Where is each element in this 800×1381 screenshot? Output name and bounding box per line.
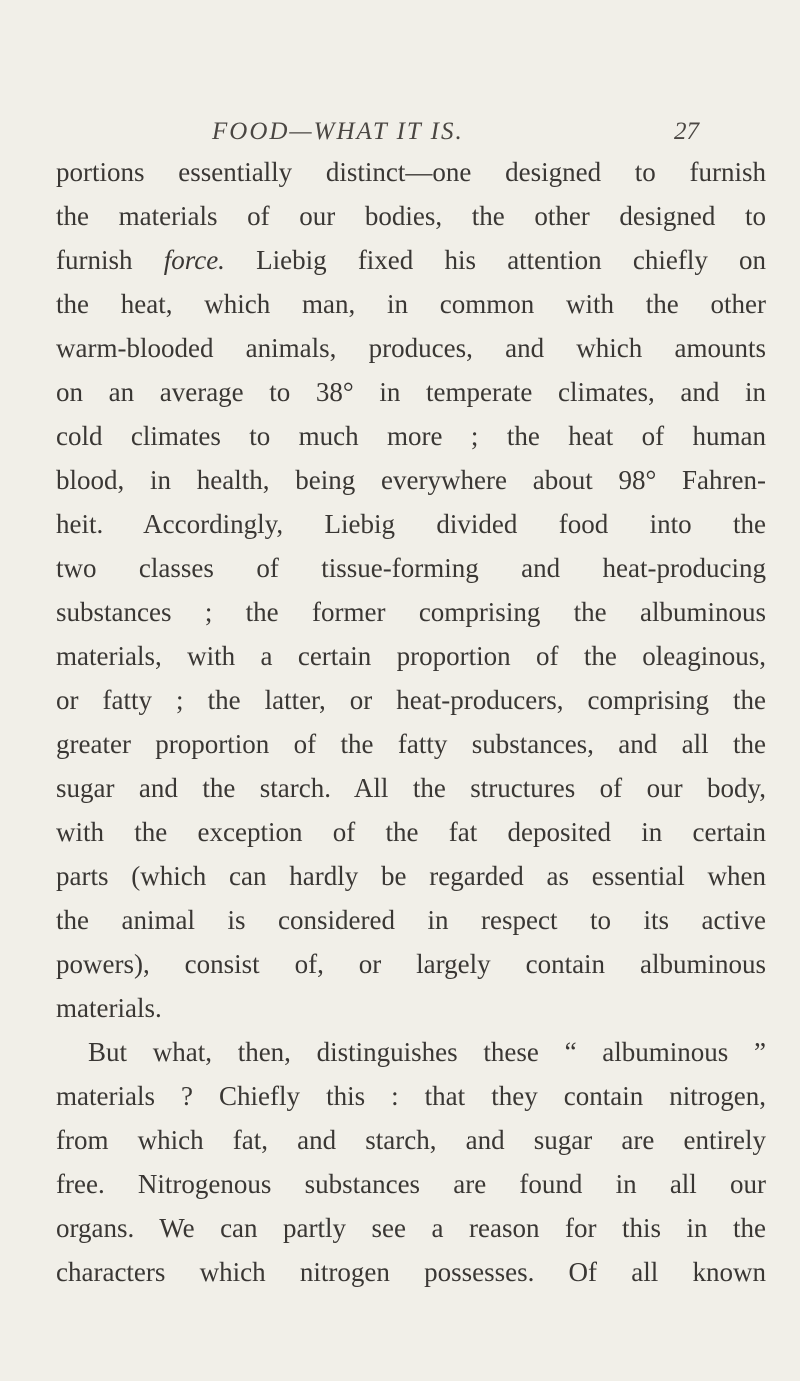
text-line-15: sugar and the starch. All the structures of our body,	[56, 773, 766, 803]
text-line-8: blood, in health, being everywhere about 98° Fahren-	[56, 465, 766, 495]
text-line-20: materials.	[56, 993, 162, 1023]
text-line-11: substances ; the former comprising the albuminous	[56, 597, 766, 627]
text-line-4: the heat, which man, in common with the other	[56, 289, 766, 319]
text-line-25: organs. We can partly see a reason for this in the	[56, 1213, 766, 1243]
text-line-3-prefix: furnish	[56, 245, 133, 275]
text-line-17: parts (which can hardly be regarded as essential when	[56, 861, 766, 891]
text-line-2: the materials of our bodies, the other designed to	[56, 201, 766, 231]
text-line-5: warm-blooded animals, produces, and which amounts	[56, 333, 766, 363]
text-line-13: or fatty ; the latter, or heat-producers, comprising the	[56, 685, 766, 715]
text-line-14: greater proportion of the fatty substances, and all the	[56, 729, 766, 759]
text-line-6: on an average to 38° in temperate climates, and in	[56, 377, 766, 407]
text-line-1: portions essentially distinct—one designed to furnish	[56, 157, 766, 187]
text-line-23: from which fat, and starch, and sugar are entirely	[56, 1125, 766, 1155]
text-line-24: free. Nitrogenous substances are found in all our	[56, 1169, 766, 1199]
text-line-12: materials, with a certain proportion of the oleaginous,	[56, 641, 766, 671]
running-title: FOOD—WHAT IT IS.	[212, 118, 464, 145]
text-line-3-rest: Liebig fixed his attention chiefly on	[256, 245, 767, 275]
text-line-21: But what, then, distinguishes these “ albuminous ”	[88, 1037, 766, 1067]
text-line-19: powers), consist of, or largely contain albuminous	[56, 949, 766, 979]
body-text	[56, 150, 766, 1294]
text-line-18: the animal is considered in respect to its active	[56, 905, 766, 935]
text-line-3	[56, 238, 766, 282]
italic-force: force.	[163, 245, 225, 275]
text-line-22: materials ? Chiefly this : that they contain nitrogen,	[56, 1081, 766, 1111]
text-line-9: heit. Accordingly, Liebig divided food into the	[56, 509, 766, 539]
text-line-16: with the exception of the fat deposited in certain	[56, 817, 766, 847]
page-number: 27	[674, 118, 699, 145]
text-line-26: characters which nitrogen possesses. Of all known	[56, 1257, 766, 1287]
text-line-10: two classes of tissue-forming and heat-producing	[56, 553, 766, 583]
text-line-7: cold climates to much more ; the heat of human	[56, 421, 766, 451]
